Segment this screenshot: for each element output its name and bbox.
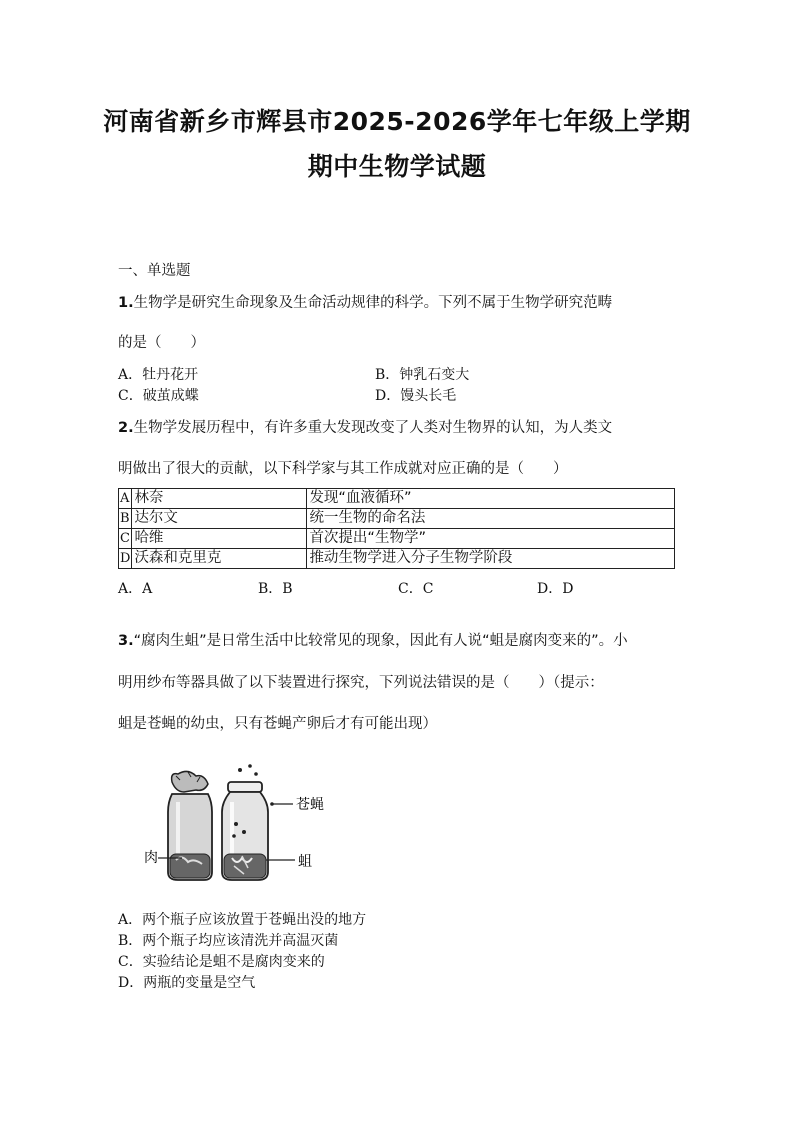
table-cell-scientist: 哈维 [132,529,307,549]
q2-option-d[interactable]: D．D [537,581,574,597]
table-cell-achievement: 推动生物学进入分子生物学阶段 [307,549,675,569]
label-meat: 肉 [144,850,158,866]
q2-option-b[interactable]: B．B [258,581,293,597]
table-cell-letter: A [119,489,132,509]
q3-option-c[interactable]: C．实验结论是蛆不是腐肉变来的 [118,954,325,970]
left-jar-icon [168,771,212,880]
page-title-line1: 河南省新乡市辉县市2025-2026学年七年级上学期 [103,107,691,136]
page-title-line2: 期中生物学试题 [307,152,487,181]
question-3-line3: 蛆是苍蝇的幼虫，只有苍蝇产卵后才有可能出现） [118,716,437,732]
jar-experiment-figure [138,762,338,892]
question-1-text: 生物学是研究生命现象及生命活动规律的科学。下列不属于生物学研究范畴 [133,295,613,311]
question-2-line1 [118,416,612,437]
question-2-line2: 明做出了很大的贡献，以下科学家与其工作成就对应正确的是（ ） [118,461,568,477]
table-row [119,529,675,549]
label-maggot: 蛆 [298,854,312,870]
question-1-line2: 的是（ ） [118,335,205,351]
table-row [119,549,675,569]
question-3-text: “腐肉生蛆”是日常生活中比较常见的现象，因此有人说“蛆是腐肉变来的”。小 [133,633,628,649]
q2-option-c[interactable]: C．C [398,581,434,597]
table-cell-letter: D [119,549,132,569]
table-cell-letter: C [119,529,132,549]
table-cell-scientist: 林奈 [132,489,307,509]
scientist-table [118,488,675,569]
q1-option-a[interactable]: A．牡丹花开 [118,367,199,383]
table-cell-scientist: 达尔文 [132,509,307,529]
question-3-line1 [118,629,628,650]
q3-option-d[interactable]: D．两瓶的变量是空气 [118,975,256,991]
question-2-number: 2. [118,420,134,436]
q1-option-b[interactable]: B．钟乳石变大 [375,367,470,383]
question-3-number: 3. [118,633,134,649]
label-fly: 苍蝇 [296,797,324,813]
table-cell-scientist: 沃森和克里克 [132,549,307,569]
q1-option-c[interactable]: C．破茧成蝶 [118,388,199,404]
table-row [119,509,675,529]
question-2-text: 生物学发展历程中，有许多重大发现改变了人类对生物界的认知，为人类文 [133,420,613,436]
table-cell-achievement: 发现“血液循环” [307,489,675,509]
table-cell-letter: B [119,509,132,529]
question-1-number: 1. [118,295,134,311]
table-row [119,489,675,509]
table-cell-achievement: 首次提出“生物学” [307,529,675,549]
right-jar-icon [222,764,268,880]
table-cell-achievement: 统一生物的命名法 [307,509,675,529]
q1-option-d[interactable]: D．馒头长毛 [375,388,457,404]
q3-option-a[interactable]: A．两个瓶子应该放置于苍蝇出没的地方 [118,912,367,928]
section-heading: 一、单选题 [118,263,191,279]
q2-option-a[interactable]: A．A [118,581,153,597]
question-3-line2: 明用纱布等器具做了以下装置进行探究，下列说法错误的是（ ）（提示： [118,675,604,691]
question-1-line1 [118,291,612,312]
q3-option-b[interactable]: B．两个瓶子均应该清洗并高温灭菌 [118,933,339,949]
